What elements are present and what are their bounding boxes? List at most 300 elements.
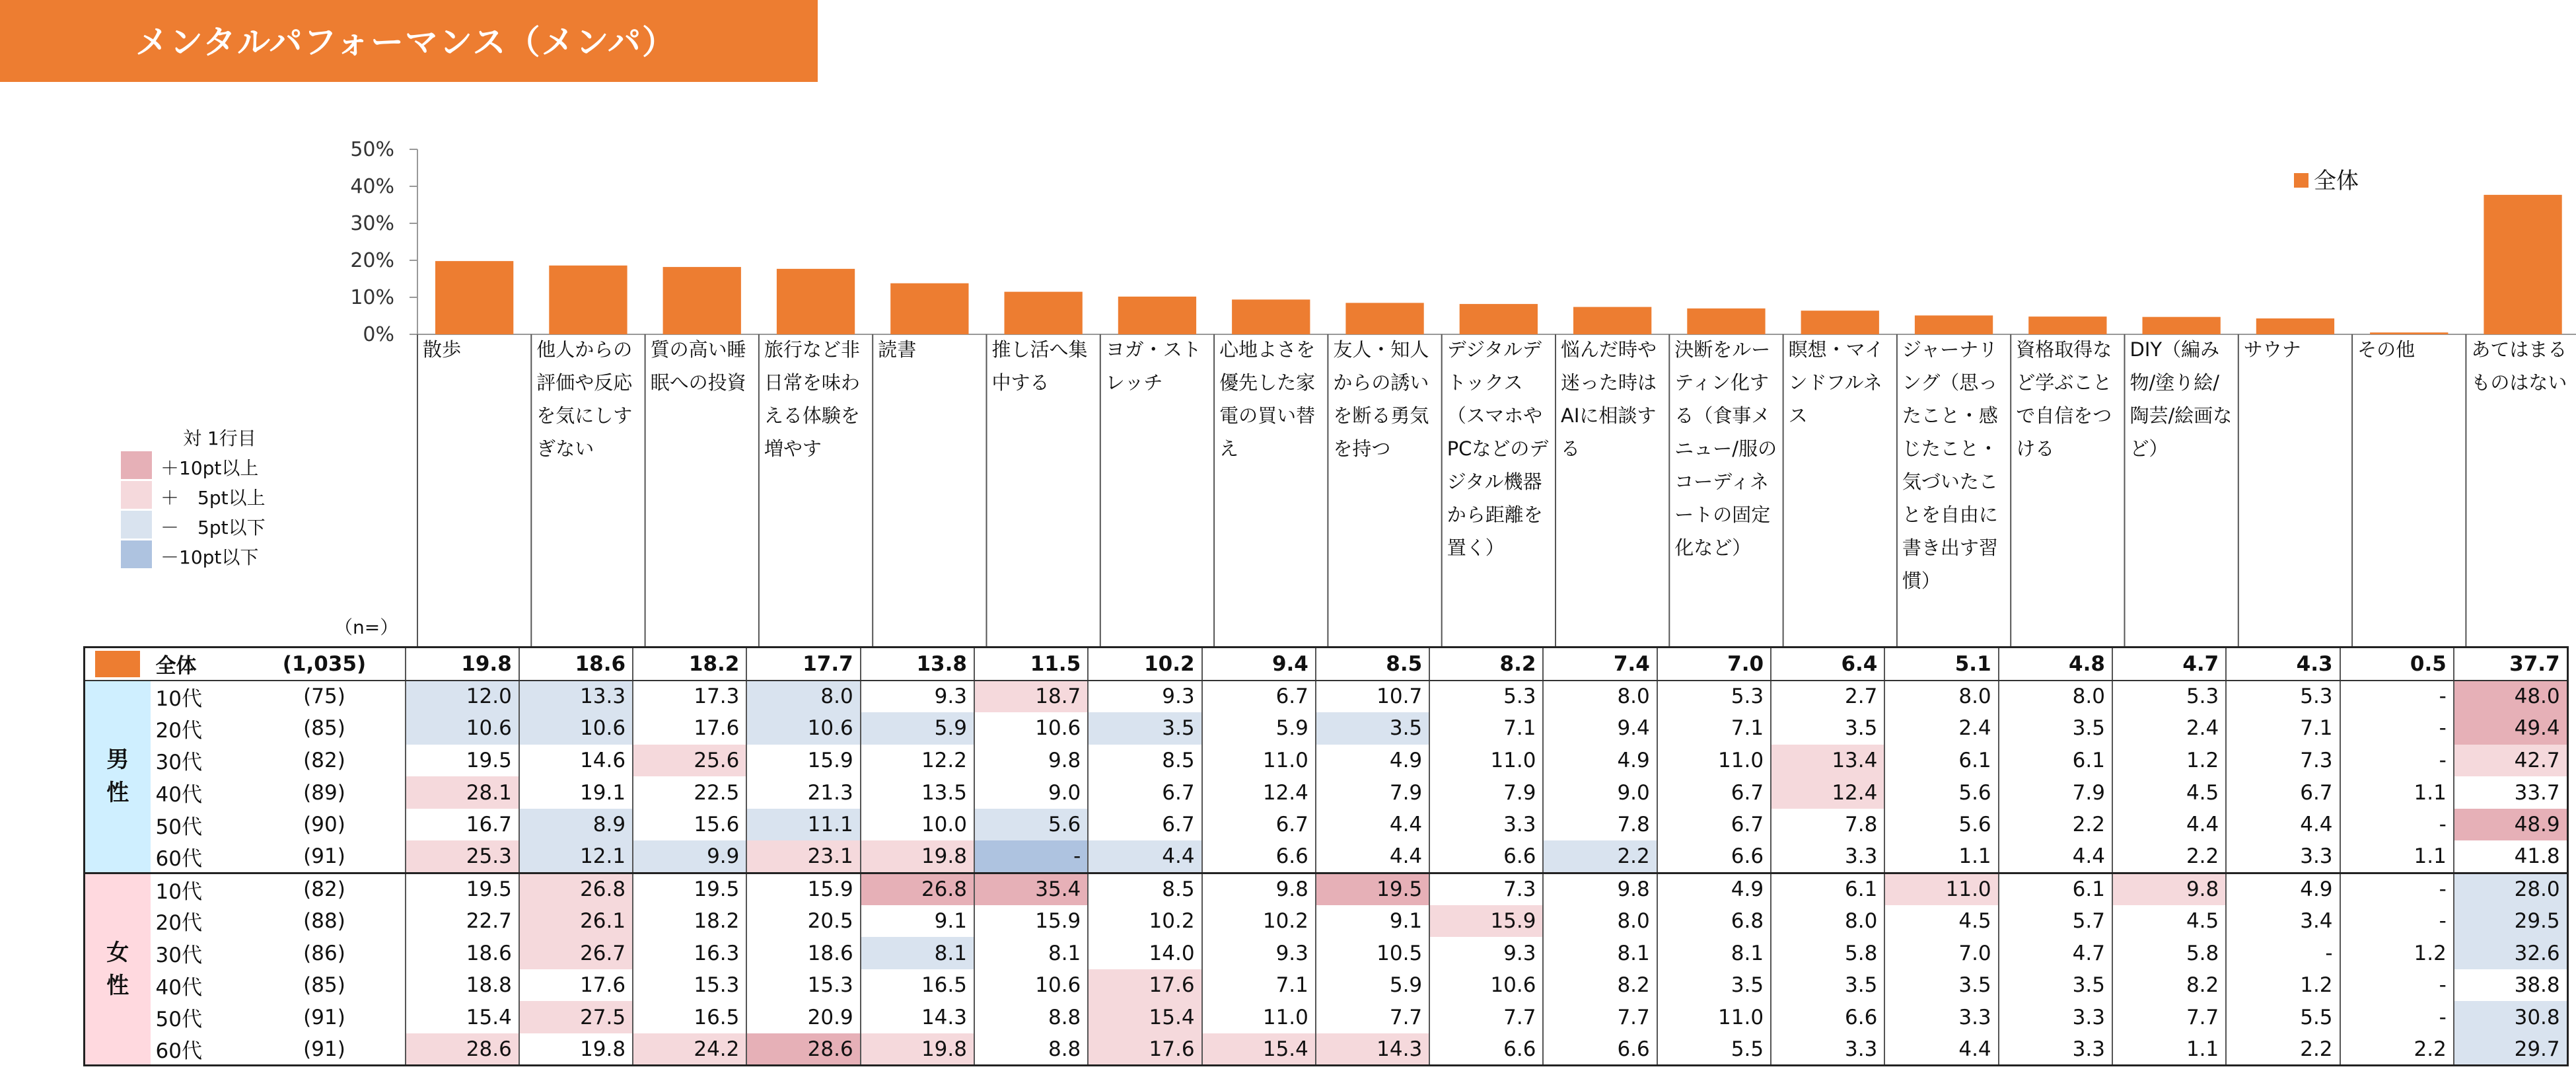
n-label: （n=） [334, 616, 399, 638]
data-row [85, 776, 2568, 809]
data-cell: 5.6 [974, 809, 1088, 841]
category-label: 悩んだ時や迷った時はAIに相談する [1561, 338, 1657, 460]
total-cell: 10.2 [1088, 648, 1201, 681]
data-row [85, 809, 2568, 841]
data-cell: 9.0 [1543, 776, 1657, 809]
data-cell: 6.6 [1543, 1033, 1657, 1066]
data-row [85, 712, 2568, 745]
category-label: 散歩 [423, 338, 462, 361]
data-cell: 9.8 [2112, 873, 2226, 905]
bar [1460, 304, 1538, 334]
data-cell: 3.5 [1999, 712, 2112, 745]
y-tick-label: 0% [363, 323, 394, 346]
data-cell: 9.8 [1543, 873, 1657, 905]
data-cell: 3.3 [1999, 1033, 2112, 1066]
diff-legend-title: 対 1行目 [183, 427, 256, 449]
series-legend-label: 全体 [2314, 168, 2359, 194]
data-cell: 18.6 [406, 937, 519, 969]
data-cell: 10.7 [1316, 681, 1429, 713]
category-label: 旅行など非日常を味わえる体験を増やす [764, 338, 860, 460]
data-cell: 3.4 [2226, 905, 2340, 938]
data-cell: 8.0 [1543, 681, 1657, 713]
data-cell: 16.5 [861, 969, 974, 1002]
y-tick-label: 30% [350, 212, 394, 235]
data-cell: 9.1 [861, 905, 974, 938]
bar [2143, 317, 2221, 334]
data-cell: 18.6 [746, 937, 860, 969]
data-cell: 8.0 [1884, 681, 1998, 713]
total-label: 全体 [151, 648, 244, 681]
data-cell: 1.1 [2340, 776, 2454, 809]
data-cell: 19.8 [861, 1033, 974, 1066]
data-cell: 9.4 [1543, 712, 1657, 745]
total-cell: 11.5 [974, 648, 1088, 681]
data-cell: 15.9 [1429, 905, 1543, 938]
data-cell: 7.3 [1429, 873, 1543, 905]
data-cell: 41.8 [2454, 840, 2567, 873]
category-label: 読書 [878, 338, 917, 361]
data-cell: 5.3 [1657, 681, 1771, 713]
diff-legend-label: ＋10pt以上 [161, 457, 259, 479]
series-legend [2294, 163, 2359, 195]
data-cell: 1.1 [2112, 1033, 2226, 1066]
data-cell: 7.0 [1884, 937, 1998, 969]
data-row [85, 1033, 2568, 1066]
diff-legend-swatch [121, 481, 152, 509]
data-cell: 20.9 [746, 1001, 860, 1033]
category-label: その他 [2357, 338, 2415, 361]
data-cell: 8.0 [746, 681, 860, 713]
age-label: 50代 [155, 815, 202, 839]
data-row [85, 873, 2568, 905]
data-cell: 4.4 [1316, 840, 1429, 873]
total-row [85, 648, 2568, 681]
data-cell: 10.6 [974, 969, 1088, 1002]
data-cell: 1.2 [2226, 969, 2340, 1002]
data-cell: 10.0 [861, 809, 974, 841]
data-cell: 29.7 [2454, 1033, 2567, 1066]
age-label: 40代 [155, 783, 202, 807]
data-cell: - [2340, 873, 2454, 905]
data-cell: 19.8 [861, 840, 974, 873]
data-cell: 5.9 [861, 712, 974, 745]
data-cell: 11.0 [1202, 1001, 1316, 1033]
crosstab-table [83, 646, 2569, 1066]
category-label: 推し活へ集中する [991, 338, 1088, 394]
n-value: (91) [244, 1033, 406, 1066]
bar [435, 261, 513, 334]
total-cell: 7.0 [1657, 648, 1771, 681]
category-label: ヨガ・ストレッチ [1105, 338, 1201, 394]
total-cell: 19.8 [406, 648, 519, 681]
data-cell: 3.3 [1771, 1033, 1884, 1066]
n-value: (89) [244, 776, 406, 809]
n-value: (91) [244, 840, 406, 873]
data-cell: 4.9 [1316, 745, 1429, 777]
data-cell: 8.2 [2112, 969, 2226, 1002]
category-label: あてはまるものはない [2471, 338, 2567, 394]
data-cell: 4.5 [2112, 776, 2226, 809]
total-cell: 0.5 [2340, 648, 2454, 681]
total-cell: 4.7 [2112, 648, 2226, 681]
data-cell: - [2340, 745, 2454, 777]
data-cell: 2.4 [1884, 712, 1998, 745]
data-cell: 2.2 [2340, 1033, 2454, 1066]
diff-legend-label: －10pt以下 [161, 546, 259, 568]
data-cell: - [2340, 969, 2454, 1002]
data-cell: 19.5 [406, 873, 519, 905]
bar [1915, 315, 1993, 334]
data-cell: 10.5 [1316, 937, 1429, 969]
data-cell: 4.9 [1657, 873, 1771, 905]
category-label: 友人・知人からの誘いを断る勇気を持つ [1333, 338, 1429, 460]
bar [1118, 297, 1196, 334]
age-label: 30代 [155, 751, 202, 775]
data-cell: 7.8 [1543, 809, 1657, 841]
data-cell: 32.6 [2454, 937, 2567, 969]
data-cell: 26.8 [861, 873, 974, 905]
total-cell: 17.7 [746, 648, 860, 681]
data-cell: 2.2 [2226, 1033, 2340, 1066]
data-cell: 6.1 [1771, 873, 1884, 905]
data-cell: - [2226, 937, 2340, 969]
data-cell: 10.2 [1088, 905, 1201, 938]
data-cell: 12.4 [1202, 776, 1316, 809]
y-tick-label: 20% [350, 249, 394, 272]
data-cell: 4.9 [1543, 745, 1657, 777]
total-cell: 4.3 [2226, 648, 2340, 681]
data-cell: 26.7 [519, 937, 633, 969]
data-cell: 17.6 [633, 712, 746, 745]
total-cell: 8.2 [1429, 648, 1543, 681]
data-cell: 16.5 [633, 1001, 746, 1033]
data-cell: - [974, 840, 1088, 873]
data-cell: 15.9 [974, 905, 1088, 938]
age-label: 30代 [155, 944, 202, 968]
data-cell: 5.8 [1771, 937, 1884, 969]
data-cell: 18.8 [406, 969, 519, 1002]
data-row [85, 840, 2568, 873]
data-cell: 9.9 [633, 840, 746, 873]
data-cell: 3.5 [1657, 969, 1771, 1002]
bar [1345, 303, 1423, 334]
data-cell: - [2340, 1001, 2454, 1033]
data-cell: 13.4 [1771, 745, 1884, 777]
category-label: デジタルデトックス（スマホやPCなどのデジタル機器から距離を置く） [1447, 338, 1549, 559]
data-cell: 1.1 [1884, 840, 1998, 873]
data-cell: 6.7 [1657, 809, 1771, 841]
data-cell: 3.3 [1999, 1001, 2112, 1033]
data-cell: 8.1 [974, 937, 1088, 969]
bar [2028, 316, 2106, 334]
data-cell: 7.3 [2226, 745, 2340, 777]
data-cell: 2.2 [2112, 840, 2226, 873]
data-cell: 27.5 [519, 1001, 633, 1033]
data-cell: 1.1 [2340, 840, 2454, 873]
data-row [85, 905, 2568, 938]
data-cell: 19.5 [633, 873, 746, 905]
category-label: 他人からの評価や反応を気にしすぎない [536, 338, 633, 460]
data-cell: - [2340, 712, 2454, 745]
data-cell: 5.3 [1429, 681, 1543, 713]
data-cell: 9.8 [1202, 873, 1316, 905]
data-cell: 18.2 [633, 905, 746, 938]
n-value: (85) [244, 969, 406, 1002]
data-cell: 11.0 [1657, 1001, 1771, 1033]
data-cell: 6.7 [1202, 809, 1316, 841]
series-legend-swatch [2294, 173, 2308, 188]
data-cell: 9.0 [974, 776, 1088, 809]
data-cell: 23.1 [746, 840, 860, 873]
category-label: 瞑想・マインドフルネス [1788, 338, 1884, 427]
data-cell: 12.0 [406, 681, 519, 713]
data-cell: 8.1 [861, 937, 974, 969]
data-cell: 28.6 [406, 1033, 519, 1066]
data-cell: 12.4 [1771, 776, 1884, 809]
age-label: 40代 [155, 975, 202, 1000]
data-cell: 22.7 [406, 905, 519, 938]
data-cell: 7.1 [2226, 712, 2340, 745]
data-cell: 5.9 [1202, 712, 1316, 745]
y-tick-label: 40% [350, 175, 394, 198]
data-cell: 5.3 [2226, 681, 2340, 713]
data-cell: 5.7 [1999, 905, 2112, 938]
data-cell: 25.6 [633, 745, 746, 777]
bar [663, 267, 741, 334]
data-cell: 15.9 [746, 745, 860, 777]
category-label: 質の高い睡眠への投資 [650, 338, 746, 394]
diff-legend-swatch [121, 540, 152, 568]
data-cell: 8.1 [1657, 937, 1771, 969]
data-cell: 6.7 [1088, 776, 1201, 809]
data-cell: 13.3 [519, 681, 633, 713]
data-cell: 7.7 [1543, 1001, 1657, 1033]
data-cell: 16.7 [406, 809, 519, 841]
data-cell: 6.7 [1657, 776, 1771, 809]
data-cell: 14.0 [1088, 937, 1201, 969]
category-label: ジャーナリング（思ったこと・感じたこと・気づいたことを自由に書き出す習慣） [1902, 338, 1998, 592]
data-cell: 4.4 [2226, 809, 2340, 841]
data-cell: 10.6 [974, 712, 1088, 745]
data-cell: 5.9 [1316, 969, 1429, 1002]
data-cell: 10.6 [746, 712, 860, 745]
data-cell: 14.6 [519, 745, 633, 777]
group-label-female: 女 性 [85, 873, 151, 1066]
data-cell: 9.3 [861, 681, 974, 713]
data-cell: 1.2 [2340, 937, 2454, 969]
age-label: 60代 [151, 840, 244, 873]
data-cell: 12.1 [519, 840, 633, 873]
total-n: (1,035) [244, 648, 406, 681]
data-cell: 10.6 [519, 712, 633, 745]
data-cell: 3.5 [1088, 712, 1201, 745]
total-cell: 7.4 [1543, 648, 1657, 681]
data-cell: 16.3 [633, 937, 746, 969]
bar [2256, 318, 2334, 334]
data-cell: 35.4 [974, 873, 1088, 905]
y-tick-label: 10% [350, 286, 394, 309]
data-cell: 8.8 [974, 1033, 1088, 1066]
data-cell: 3.3 [1429, 809, 1543, 841]
data-cell: 4.4 [1999, 840, 2112, 873]
data-cell: 7.1 [1657, 712, 1771, 745]
data-cell: 28.6 [746, 1033, 860, 1066]
data-cell: - [2340, 905, 2454, 938]
total-cell: 18.6 [519, 648, 633, 681]
diff-legend-swatch [121, 511, 152, 538]
data-cell: 8.0 [1771, 905, 1884, 938]
data-cell: 25.3 [406, 840, 519, 873]
data-cell: 10.6 [1429, 969, 1543, 1002]
data-cell: 6.7 [2226, 776, 2340, 809]
data-cell: - [2340, 681, 2454, 713]
group-label-male: 男 性 [85, 681, 151, 873]
total-cell: 37.7 [2454, 648, 2567, 681]
bar [777, 269, 855, 334]
data-cell: 8.9 [519, 809, 633, 841]
total-cell: 13.8 [861, 648, 974, 681]
data-cell: 8.8 [974, 1001, 1088, 1033]
data-cell: 11.0 [1884, 873, 1998, 905]
data-cell: 3.3 [1884, 1001, 1998, 1033]
diff-legend-label: ＋ 5pt以上 [161, 487, 266, 509]
bar [1232, 299, 1310, 334]
data-cell: 11.1 [746, 809, 860, 841]
data-cell: 8.0 [1999, 681, 2112, 713]
n-value: (82) [244, 745, 406, 777]
age-label: 20代 [155, 718, 202, 743]
data-cell: 3.5 [1999, 969, 2112, 1002]
data-cell: 48.0 [2454, 681, 2567, 713]
data-cell: 11.0 [1429, 745, 1543, 777]
page-title: メンタルパフォーマンス（メンパ） [135, 23, 676, 61]
data-cell: 11.0 [1657, 745, 1771, 777]
data-cell: 30.8 [2454, 1001, 2567, 1033]
data-cell: 17.6 [1088, 1033, 1201, 1066]
data-cell: 6.1 [1999, 745, 2112, 777]
data-cell: 9.3 [1088, 681, 1201, 713]
category-label: 決断をルーティン化する（食事メニュー/服のコーディネートの固定化など） [1674, 338, 1777, 559]
total-cell: 18.2 [633, 648, 746, 681]
total-cell: 8.5 [1316, 648, 1429, 681]
data-cell: 10.6 [406, 712, 519, 745]
data-cell: 8.2 [1543, 969, 1657, 1002]
data-cell: 3.3 [2226, 840, 2340, 873]
data-cell: 22.5 [633, 776, 746, 809]
data-cell: 3.5 [1884, 969, 1998, 1002]
data-row [85, 745, 2568, 777]
data-cell: 7.1 [1202, 969, 1316, 1002]
data-cell: 7.7 [1429, 1001, 1543, 1033]
data-cell: 3.5 [1771, 969, 1884, 1002]
diff-legend-swatch [121, 451, 152, 479]
data-row [85, 969, 2568, 1002]
data-row [85, 937, 2568, 969]
data-cell: 15.4 [406, 1001, 519, 1033]
diff-legend-label: － 5pt以下 [161, 517, 266, 538]
data-cell: 10.2 [1202, 905, 1316, 938]
n-value: (88) [244, 905, 406, 938]
data-cell: 17.6 [1088, 969, 1201, 1002]
data-cell: 26.1 [519, 905, 633, 938]
data-cell: 7.9 [1999, 776, 2112, 809]
data-cell: 19.5 [1316, 873, 1429, 905]
data-cell: 8.5 [1088, 745, 1201, 777]
data-cell: 5.8 [2112, 937, 2226, 969]
data-cell: 2.7 [1771, 681, 1884, 713]
data-cell: 7.7 [1316, 1001, 1429, 1033]
data-cell: 15.4 [1202, 1033, 1316, 1066]
data-cell: 9.3 [1202, 937, 1316, 969]
data-cell: 3.5 [1771, 712, 1884, 745]
data-cell: 4.4 [1316, 809, 1429, 841]
data-cell: 8.0 [1543, 905, 1657, 938]
total-cell: 9.4 [1202, 648, 1316, 681]
data-cell: 4.4 [1884, 1033, 1998, 1066]
data-cell: 7.8 [1771, 809, 1884, 841]
data-cell: 7.9 [1429, 776, 1543, 809]
data-cell: - [2340, 809, 2454, 841]
n-value: (86) [244, 937, 406, 969]
data-cell: 15.4 [1088, 1001, 1201, 1033]
data-cell: 9.1 [1316, 905, 1429, 938]
data-cell: 13.5 [861, 776, 974, 809]
data-cell: 6.8 [1657, 905, 1771, 938]
data-cell: 21.3 [746, 776, 860, 809]
age-label: 60代 [151, 1033, 244, 1066]
data-cell: 29.5 [2454, 905, 2567, 938]
data-cell: 18.7 [974, 681, 1088, 713]
bar [890, 283, 968, 334]
data-cell: 5.5 [1657, 1033, 1771, 1066]
data-cell: 33.7 [2454, 776, 2567, 809]
data-cell: 5.6 [1884, 776, 1998, 809]
data-cell: 38.8 [2454, 969, 2567, 1002]
data-cell: 14.3 [861, 1001, 974, 1033]
n-value: (82) [244, 873, 406, 905]
data-cell: 24.2 [633, 1033, 746, 1066]
data-cell: 2.4 [2112, 712, 2226, 745]
data-cell: 2.2 [1999, 809, 2112, 841]
category-label: DIY（編み物/塗り絵/陶芸/絵画など） [2129, 338, 2233, 460]
data-cell: 19.1 [519, 776, 633, 809]
data-cell: 42.7 [2454, 745, 2567, 777]
data-cell: 4.5 [2112, 905, 2226, 938]
age-label: 10代 [155, 686, 202, 711]
age-label: 20代 [155, 911, 202, 936]
data-cell: 6.6 [1657, 840, 1771, 873]
data-cell: 4.5 [1884, 905, 1998, 938]
data-cell: 28.1 [406, 776, 519, 809]
data-cell: 20.5 [746, 905, 860, 938]
bar [549, 266, 627, 334]
data-cell: 8.5 [1088, 873, 1201, 905]
data-cell: 15.6 [633, 809, 746, 841]
category-label: 心地よさを優先した家電の買い替え [1219, 338, 1316, 460]
data-cell: 5.3 [2112, 681, 2226, 713]
data-cell: 4.4 [1088, 840, 1201, 873]
data-cell: 7.7 [2112, 1001, 2226, 1033]
total-cell: 4.8 [1999, 648, 2112, 681]
bar [1801, 311, 1879, 334]
age-label: 50代 [155, 1008, 202, 1032]
n-value: (85) [244, 712, 406, 745]
total-cell: 5.1 [1884, 648, 1998, 681]
data-cell: 6.7 [1202, 681, 1316, 713]
data-cell: 15.3 [633, 969, 746, 1002]
data-cell: 5.6 [1884, 809, 1998, 841]
data-cell: 3.5 [1316, 712, 1429, 745]
